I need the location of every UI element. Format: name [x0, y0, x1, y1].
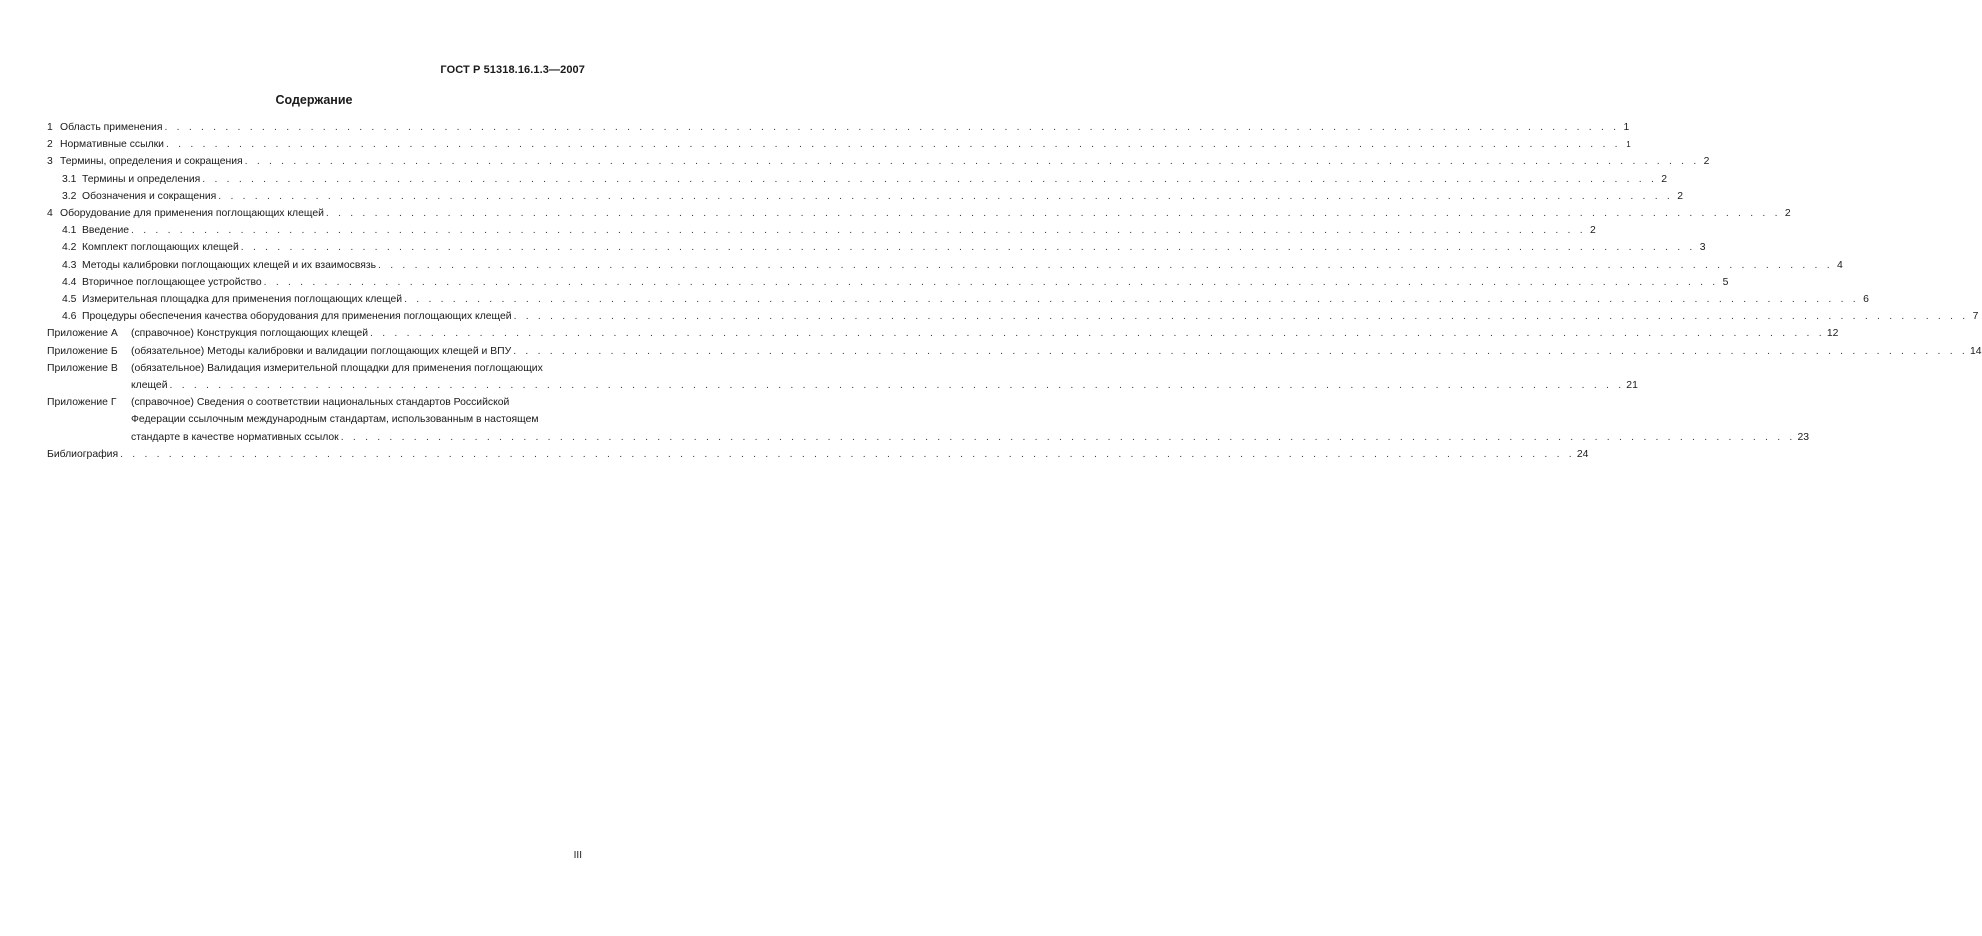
toc-appendix[interactable] — [47, 360, 1638, 394]
toc-entry-page: 24 — [1576, 448, 1589, 460]
toc-entry-title: Комплект поглощающих клещей — [82, 242, 239, 254]
dot-leader: . . . . . . . . . . . . . . . . . . . . . . . . . . . . . . . . . . . . . . . . . . . . . . . . . . . . . . . . . . . . . . . . . . . . . . . . . . . . . . . . . . . . . . . . . . . . . . . . . . . . . . . . . . . . . . . . . . . . . . . . — [263, 276, 1719, 288]
toc-entry-number: 4.3 — [62, 259, 77, 271]
dot-leader: . . . . . . . . . . . . . . . . . . . . . . . . . . . . . . . . . . . . . . . . . . . . . . . . . . . . . . . . . . . . . . . . . . . . . . . . . . . . . . . . . . . . . . . . . . . . . . . . . . . . . . . . . . . . . . . . . . . . . . . . — [325, 208, 1781, 220]
toc-entry-number: 4.4 — [62, 276, 77, 288]
toc-entry-title: Область применения — [60, 122, 163, 133]
toc-entry-number: 1 — [47, 122, 53, 133]
toc-entry-title: Вторичное поглощающее устройство — [82, 276, 262, 288]
appendix-title-line: (обязательное) Методы калибровки и валидации поглощающих клещей и ВПУ — [131, 345, 512, 357]
standard-code: ГОСТ Р 51318.16.1.3—2007 — [440, 64, 585, 76]
toc-entry[interactable] — [47, 153, 1710, 170]
toc-entry[interactable] — [47, 308, 1979, 325]
toc-entry-page: 3 — [1699, 242, 1706, 254]
toc-entry-title: Измерительная площадка для применения поглощающих клещей — [82, 294, 403, 306]
toc-entry[interactable] — [47, 239, 1706, 256]
toc-entry[interactable] — [47, 274, 1729, 291]
toc-entry-title: Введение — [82, 225, 130, 237]
toc-entry-page: 2 — [1677, 190, 1684, 202]
toc-entry-page: 21 — [1626, 380, 1638, 392]
dot-leader: . . . . . . . . . . . . . . . . . . . . . . . . . . . . . . . . . . . . . . . . . . . . . . . . . . . . . . . . . . . . . . . . . . . . . . . . . . . . . . . . . . . . . . . . . . . . . . . . . . . . . . . . . . . . . . . . . . . . . . . . — [340, 431, 1796, 443]
toc-title: Содержание — [275, 93, 353, 107]
table-of-contents — [47, 119, 1982, 463]
toc-entry-number: 4 — [47, 208, 53, 220]
toc-entry-page: 14 — [1969, 345, 1982, 357]
toc-entry[interactable] — [47, 257, 1843, 274]
toc-appendix[interactable] — [47, 343, 1982, 360]
toc-entry-page: 1 — [1626, 140, 1631, 150]
toc-appendix[interactable] — [47, 325, 1839, 342]
toc-entry-title: Термины, определения и сокращения — [60, 156, 243, 168]
toc-entry[interactable] — [47, 188, 1684, 205]
appendix-label: Приложение Б — [47, 345, 118, 357]
toc-entry[interactable] — [47, 222, 1596, 239]
dot-leader: . . . . . . . . . . . . . . . . . . . . . . . . . . . . . . . . . . . . . . . . . . . . . . . . . . . . . . . . . . . . . . . . . . . . . . . . . . . . . . . . . . . . . . . . . . . . . . . . . . . . . . . . . . . . . . . . . . . . . . . . — [120, 448, 1575, 460]
toc-entry[interactable] — [47, 205, 1791, 222]
appendix-title-line: (справочное) Сведения о соответствии национальных стандартов Российской — [131, 397, 510, 409]
toc-entry-number: 4.2 — [62, 242, 77, 254]
dot-leader: . . . . . . . . . . . . . . . . . . . . . . . . . . . . . . . . . . . . . . . . . . . . . . . . . . . . . . . . . . . . . . . . . . . . . . . . . . . . . . . . . . . . . . . . . . . . . . . . . . . . . . . . . . . . . . . . . . . . . . . . — [165, 139, 1621, 151]
appendix-label: Приложение А — [47, 328, 118, 340]
toc-entry-title: Обозначения и сокращения — [82, 190, 217, 202]
toc-entry-page: 6 — [1863, 294, 1869, 306]
toc-entry[interactable] — [47, 119, 1630, 136]
dot-leader: . . . . . . . . . . . . . . . . . . . . . . . . . . . . . . . . . . . . . . . . . . . . . . . . . . . . . . . . . . . . . . . . . . . . . . . . . . . . . . . . . . . . . . . . . . . . . . . . . . . . . . . . . . . . . . . . . . . . . . . . — [370, 328, 1825, 340]
dot-leader: . . . . . . . . . . . . . . . . . . . . . . . . . . . . . . . . . . . . . . . . . . . . . . . . . . . . . . . . . . . . . . . . . . . . . . . . . . . . . . . . . . . . . . . . . . . . . . . . . . . . . . . . . . . . . . . . . . . . . . . . — [240, 242, 1696, 254]
toc-entry-page: 2 — [1784, 208, 1791, 220]
toc-entry[interactable] — [47, 136, 1631, 153]
toc-entry-number: 4.1 — [62, 225, 77, 237]
dot-leader: . . . . . . . . . . . . . . . . . . . . . . . . . . . . . . . . . . . . . . . . . . . . . . . . . . . . . . . . . . . . . . . . . . . . . . . . . . . . . . . . . . . . . . . . . . . . . . . . . . . . . . . . . . . . . . . . . . . . . . . . — [513, 311, 1969, 323]
appendix-title-line: клещей — [131, 380, 168, 392]
toc-entry-page: 2 — [1590, 225, 1596, 237]
toc-entry-title: Оборудование для применения поглощающих клещей — [60, 208, 324, 220]
dot-leader: . . . . . . . . . . . . . . . . . . . . . . . . . . . . . . . . . . . . . . . . . . . . . . . . . . . . . . . . . . . . . . . . . . . . . . . . . . . . . . . . . . . . . . . . . . . . . . . . . . . . . . . . . . . . . . . . . . . . . . . . — [244, 156, 1700, 168]
toc-entry-page: 5 — [1722, 276, 1729, 288]
dot-leader: . . . . . . . . . . . . . . . . . . . . . . . . . . . . . . . . . . . . . . . . . . . . . . . . . . . . . . . . . . . . . . . . . . . . . . . . . . . . . . . . . . . . . . . . . . . . . . . . . . . . . . . . . . . . . . . . . . . . . . . . — [169, 380, 1625, 392]
toc-entry-number: 2 — [47, 139, 53, 151]
appendix-label: Приложение Г — [47, 397, 117, 409]
appendix-title-line: (справочное) Конструкция поглощающих клещей — [131, 328, 369, 340]
dot-leader: . . . . . . . . . . . . . . . . . . . . . . . . . . . . . . . . . . . . . . . . . . . . . . . . . . . . . . . . . . . . . . . . . . . . . . . . . . . . . . . . . . . . . . . . . . . . . . . . . . . . . . . . . . . . . . . . . . . . . . . . — [202, 173, 1658, 185]
toc-entry-number: 3.1 — [62, 173, 77, 185]
toc-entry-number: 3 — [47, 156, 53, 168]
dot-leader: . . . . . . . . . . . . . . . . . . . . . . . . . . . . . . . . . . . . . . . . . . . . . . . . . . . . . . . . . . . . . . . . . . . . . . . . . . . . . . . . . . . . . . . . . . . . . . . . . . . . . . . . . . . . . . . . . . . . . . . . — [218, 190, 1674, 202]
toc-entry-page: 2 — [1703, 156, 1710, 168]
appendix-title-line: (обязательное) Валидация измерительной площадки для применения поглощающих — [131, 362, 543, 374]
toc-entry[interactable] — [47, 171, 1668, 188]
dot-leader: . . . . . . . . . . . . . . . . . . . . . . . . . . . . . . . . . . . . . . . . . . . . . . . . . . . . . . . . . . . . . . . . . . . . . . . . . . . . . . . . . . . . . . . . . . . . . . . . . . . . . . . . . . . . . . . . . . . . . . . . — [513, 345, 1968, 357]
toc-entry-number: 3.2 — [62, 190, 77, 202]
toc-entry[interactable] — [47, 446, 1589, 463]
appendix-title-line: Федерации ссылочным международным стандартам, использованным в настоящем — [131, 414, 539, 426]
dot-leader: . . . . . . . . . . . . . . . . . . . . . . . . . . . . . . . . . . . . . . . . . . . . . . . . . . . . . . . . . . . . . . . . . . . . . . . . . . . . . . . . . . . . . . . . . . . . . . . . . . . . . . . . . . . . . . . . . . . . . . . . — [131, 225, 1586, 237]
toc-entry-title: Процедуры обеспечения качества оборудования для применения поглощающих клещей — [82, 311, 512, 323]
dot-leader: . . . . . . . . . . . . . . . . . . . . . . . . . . . . . . . . . . . . . . . . . . . . . . . . . . . . . . . . . . . . . . . . . . . . . . . . . . . . . . . . . . . . . . . . . . . . . . . . . . . . . . . . . . . . . . . . . . . . . . . . — [404, 294, 1859, 306]
toc-entry[interactable] — [47, 291, 1869, 308]
appendix-title-line: стандарте в качестве нормативных ссылок — [131, 431, 339, 443]
dot-leader: . . . . . . . . . . . . . . . . . . . . . . . . . . . . . . . . . . . . . . . . . . . . . . . . . . . . . . . . . . . . . . . . . . . . . . . . . . . . . . . . . . . . . . . . . . . . . . . . . . . . . . . . . . . . . . . . . . . . . . . . — [378, 259, 1833, 271]
toc-entry-page: 1 — [1623, 122, 1630, 133]
toc-entry-number: 4.6 — [62, 311, 77, 323]
toc-entry-title: Методы калибровки поглощающих клещей и их взаимосвязь — [82, 259, 377, 271]
appendix-label: Приложение В — [47, 362, 118, 374]
toc-entry-page: 4 — [1837, 259, 1843, 271]
toc-entry-title: Термины и определения — [82, 173, 201, 185]
toc-entry-title: Нормативные ссылки — [60, 139, 164, 151]
toc-entry-page: 7 — [1972, 311, 1979, 323]
toc-entry-page: 23 — [1797, 431, 1810, 443]
page-number: III — [573, 850, 582, 861]
dot-leader: . . . . . . . . . . . . . . . . . . . . . . . . . . . . . . . . . . . . . . . . . . . . . . . . . . . . . . . . . . . . . . . . . . . . . . . . . . . . . . . . . . . . . . . . . . . . . . . . . . . . . . . . . . . . . . . . . . . . . . . . — [164, 122, 1620, 133]
toc-appendix[interactable] — [47, 394, 1810, 446]
toc-entry-number: 4.5 — [62, 294, 77, 306]
toc-entry-page: 12 — [1826, 328, 1839, 340]
toc-entry-page: 2 — [1661, 173, 1668, 185]
toc-entry-title: Библиография — [47, 448, 119, 460]
